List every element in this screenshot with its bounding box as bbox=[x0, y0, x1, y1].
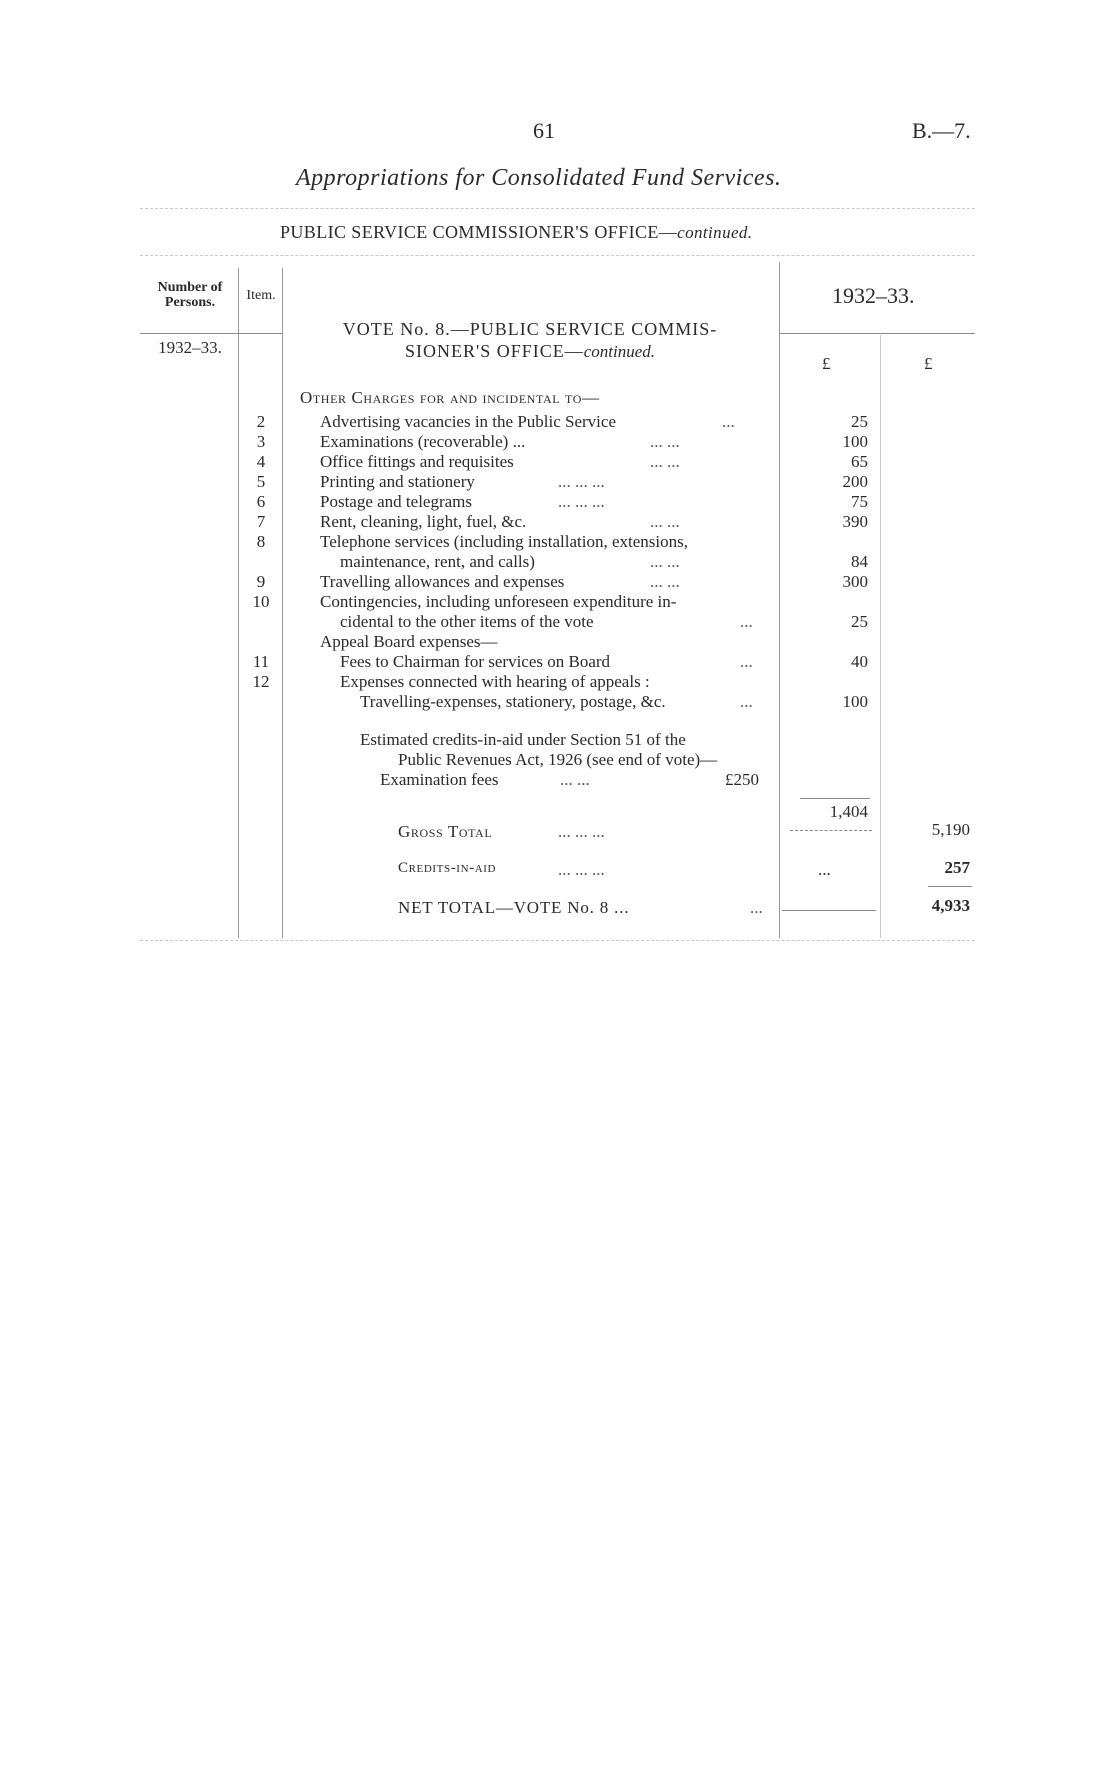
item-dots: ... ... bbox=[650, 572, 680, 591]
vote-heading bbox=[290, 318, 770, 363]
item-dots: ... bbox=[722, 412, 735, 431]
item-number: 4 bbox=[256, 452, 266, 471]
persons-header-rule bbox=[140, 333, 238, 334]
col-divider-item bbox=[282, 268, 283, 938]
col-divider-amount bbox=[880, 335, 881, 938]
item-text: Printing and stationery bbox=[320, 472, 475, 491]
item-dots: ... ... ... bbox=[558, 472, 605, 491]
item-amount: 84 bbox=[851, 552, 868, 571]
number-of-persons-header: Number of Persons. bbox=[157, 280, 223, 310]
item-dots: ... bbox=[740, 692, 753, 711]
page-number: 61 bbox=[533, 118, 555, 143]
gross-total-value: 5,190 bbox=[931, 820, 970, 839]
section-heading: Other Charges for and incidental to— bbox=[300, 388, 600, 407]
item-amount: 75 bbox=[851, 492, 868, 511]
item-amount: 40 bbox=[851, 652, 868, 671]
item-number: 2 bbox=[256, 412, 266, 431]
net-total-col-a-rule bbox=[782, 910, 876, 911]
page-title: Appropriations for Consolidated Fund Services. bbox=[296, 165, 782, 191]
item-text: Appeal Board expenses— bbox=[320, 632, 498, 651]
item-text: Expenses connected with hearing of appeals : bbox=[340, 672, 650, 691]
gross-total-label: Gross Total bbox=[398, 822, 493, 841]
currency-col-a: £ bbox=[822, 354, 831, 373]
net-total-label: NET TOTAL—VOTE No. 8 ... bbox=[398, 898, 630, 917]
item-number: 8 bbox=[256, 532, 266, 551]
page-subtitle bbox=[280, 222, 752, 243]
table-top-rule bbox=[140, 255, 975, 256]
title-rule bbox=[140, 208, 975, 209]
item-number: 5 bbox=[256, 472, 266, 491]
item-dots: ... ... bbox=[650, 512, 680, 531]
subtitle-continued: continued. bbox=[677, 223, 753, 242]
vote-heading-line2-continued: continued. bbox=[583, 342, 656, 361]
subtitle-main: PUBLIC SERVICE COMMISSIONER'S OFFICE— bbox=[280, 222, 678, 242]
item-text: Examinations (recoverable) ... bbox=[320, 432, 526, 451]
item-text: cidental to the other items of the vote bbox=[340, 612, 594, 631]
credits-note-label: Examination fees bbox=[380, 770, 499, 789]
year-header-rule bbox=[779, 333, 975, 334]
item-dots: ... ... bbox=[650, 452, 680, 471]
item-amount: 300 bbox=[842, 572, 868, 591]
item-text: Contingencies, including unforeseen expenditure in- bbox=[320, 592, 677, 611]
credits-in-aid-dots: ... ... ... bbox=[558, 860, 605, 879]
col-divider-persons bbox=[238, 268, 239, 938]
credits-under-rule bbox=[928, 886, 972, 887]
credits-note-line1: Estimated credits-in-aid under Section 51 of the bbox=[360, 730, 686, 749]
item-text: Rent, cleaning, light, fuel, &c. bbox=[320, 512, 527, 531]
item-amount: 65 bbox=[851, 452, 868, 471]
subtotal-under-rule bbox=[790, 830, 872, 831]
item-header-rule bbox=[238, 333, 282, 334]
net-total-dots: ... bbox=[750, 898, 763, 917]
vote-heading-line2-main: SIONER'S OFFICE— bbox=[404, 341, 584, 361]
gross-total-dots: ... ... ... bbox=[558, 822, 605, 841]
credits-note-dots: ... ... bbox=[560, 770, 590, 789]
net-total-value: 4,933 bbox=[931, 896, 970, 915]
item-amount: 390 bbox=[842, 512, 868, 531]
item-header: Item. bbox=[246, 288, 276, 303]
item-text: Telephone services (including installation, extensions, bbox=[320, 532, 688, 551]
table-bottom-rule bbox=[140, 940, 975, 941]
document-code: B.—7. bbox=[912, 118, 971, 143]
year-header: 1932–33. bbox=[832, 283, 915, 308]
item-dots: ... ... ... bbox=[558, 492, 605, 511]
credits-note-line2: Public Revenues Act, 1926 (see end of vote)— bbox=[398, 750, 718, 769]
col-divider-text bbox=[779, 262, 780, 938]
item-text: Fees to Chairman for services on Board bbox=[340, 652, 611, 671]
currency-col-b: £ bbox=[924, 354, 933, 373]
persons-year: 1932–33. bbox=[158, 338, 222, 357]
credits-in-aid-value: 257 bbox=[944, 858, 970, 877]
subtotal-value: 1,404 bbox=[829, 802, 868, 821]
item-amount: 100 bbox=[842, 692, 868, 711]
credits-in-aid-col-a: ... bbox=[818, 860, 831, 879]
item-number: 7 bbox=[256, 512, 266, 531]
item-text: Office fittings and requisites bbox=[320, 452, 514, 471]
vote-heading-line2 bbox=[290, 340, 770, 363]
credits-note-amount: £250 bbox=[725, 770, 759, 789]
item-dots: ... ... bbox=[650, 552, 680, 571]
item-amount: 200 bbox=[842, 472, 868, 491]
item-text: Advertising vacancies in the Public Service bbox=[320, 412, 616, 431]
item-number: 11 bbox=[252, 652, 270, 671]
credits-in-aid-label: Credits-in-aid bbox=[398, 860, 497, 876]
item-number: 9 bbox=[256, 572, 266, 591]
item-amount: 25 bbox=[851, 412, 868, 431]
item-text: Travelling allowances and expenses bbox=[320, 572, 565, 591]
subtotal-rule bbox=[800, 798, 870, 799]
item-number: 12 bbox=[252, 672, 270, 691]
item-amount: 25 bbox=[851, 612, 868, 631]
item-text: Postage and telegrams bbox=[320, 492, 473, 511]
item-dots: ... ... bbox=[650, 432, 680, 451]
vote-heading-line1: VOTE No. 8.—PUBLIC SERVICE COMMIS- bbox=[342, 319, 718, 339]
item-number: 3 bbox=[256, 432, 266, 451]
item-amount: 100 bbox=[842, 432, 868, 451]
item-number: 6 bbox=[256, 492, 266, 511]
item-dots: ... bbox=[740, 652, 753, 671]
item-number: 10 bbox=[252, 592, 270, 611]
item-text: maintenance, rent, and calls) bbox=[340, 552, 535, 571]
item-text: Travelling-expenses, stationery, postage, &c. bbox=[360, 692, 666, 711]
item-dots: ... bbox=[740, 612, 753, 631]
